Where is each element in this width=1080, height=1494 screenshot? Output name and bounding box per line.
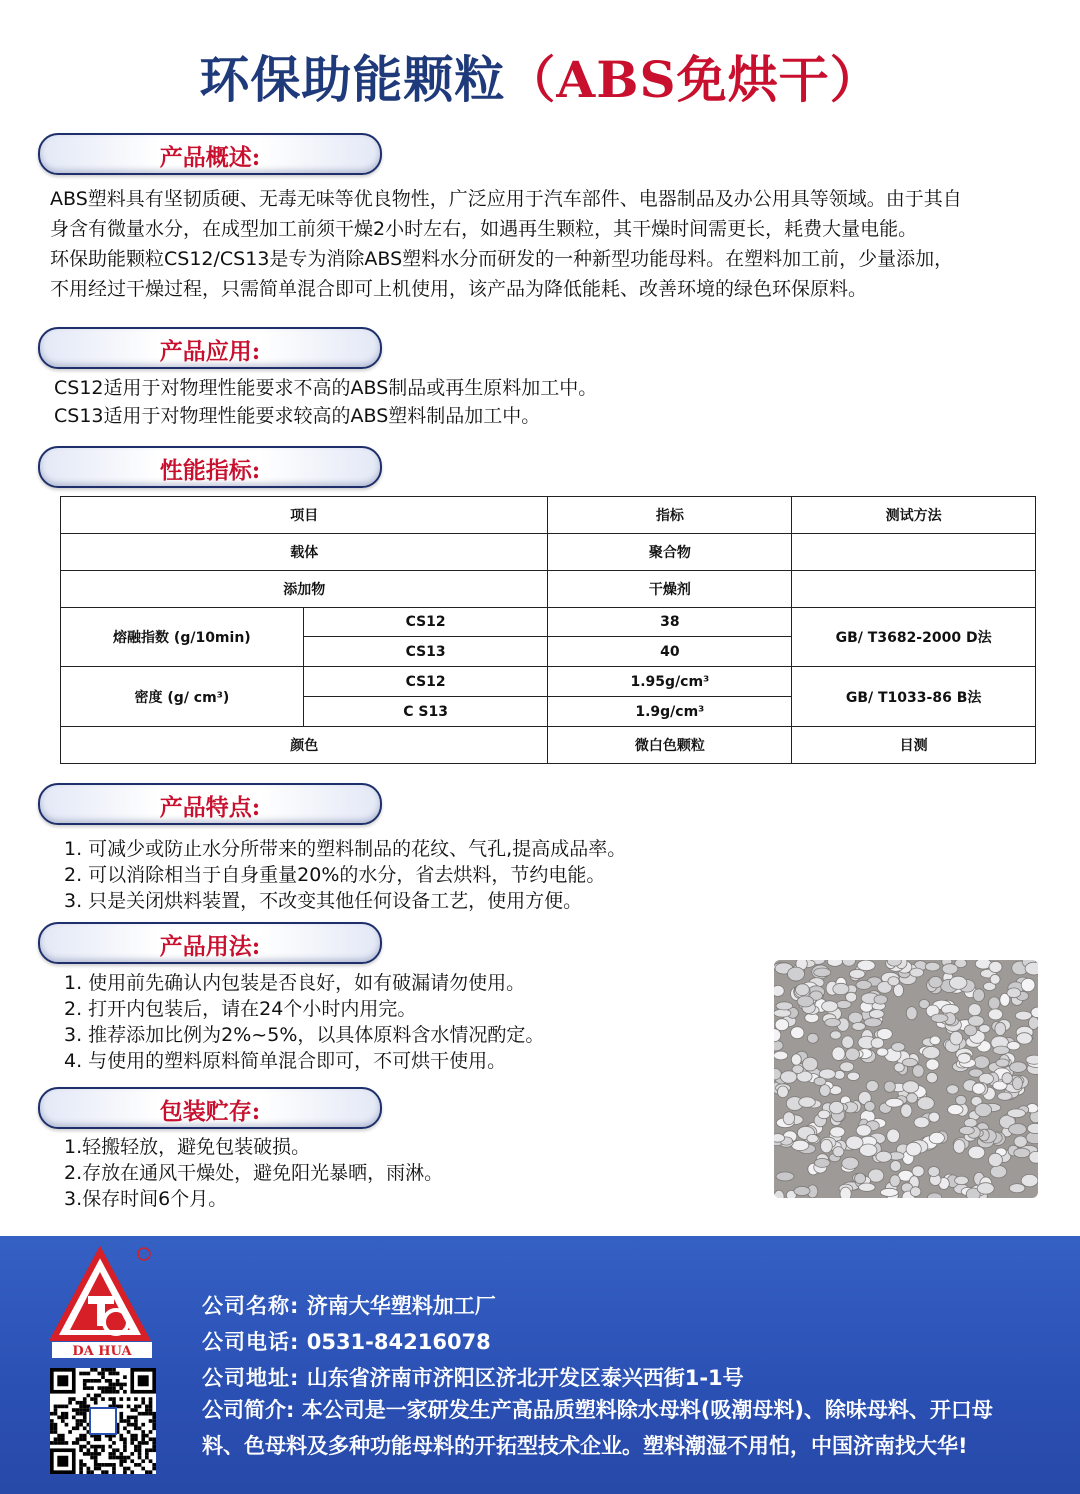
company-phone-row bbox=[202, 1326, 491, 1356]
granule bbox=[1014, 1148, 1030, 1158]
phone-value[interactable]: 0531-84216078 bbox=[306, 1330, 491, 1354]
granule bbox=[953, 1140, 965, 1154]
granule bbox=[927, 1072, 938, 1083]
granule bbox=[776, 1172, 794, 1181]
granule bbox=[788, 967, 805, 981]
mfi-label: 熔融指数 (g/10min) bbox=[61, 607, 304, 667]
granule bbox=[777, 1086, 788, 1098]
list-item: 1. 可减少或防止水分所带来的塑料制品的花纹、气孔,提高成品率。 bbox=[64, 838, 627, 860]
granule bbox=[775, 1019, 789, 1031]
granule bbox=[931, 1014, 948, 1023]
granule bbox=[840, 1187, 851, 1198]
granule bbox=[990, 974, 1000, 984]
granule bbox=[825, 1018, 841, 1026]
company-intro bbox=[202, 1392, 1052, 1464]
granule bbox=[912, 1166, 924, 1177]
granule bbox=[847, 1072, 859, 1080]
list-item: 1.轻搬轻放，避免包装破损。 bbox=[64, 1136, 311, 1158]
granule bbox=[979, 1025, 990, 1033]
header-index: 指标 bbox=[548, 497, 792, 534]
granules-image bbox=[774, 960, 1038, 1198]
granule bbox=[910, 1187, 921, 1197]
carrier-label: 载体 bbox=[61, 533, 548, 570]
qr-code-icon bbox=[50, 1368, 156, 1474]
section-heading-usage bbox=[38, 922, 382, 964]
table-row bbox=[61, 607, 1036, 637]
intro-line: 料、色母料及多种功能母料的开拓型技术企业。塑料潮湿不用怕，中国济南找大华! bbox=[202, 1434, 968, 1458]
dahua-logo bbox=[50, 1246, 154, 1360]
granule bbox=[1026, 1055, 1038, 1064]
granule bbox=[783, 1112, 794, 1125]
granule bbox=[774, 985, 784, 996]
spec-table bbox=[60, 496, 1036, 764]
product-granules-photo bbox=[774, 960, 1038, 1198]
granule bbox=[975, 1103, 992, 1116]
granule bbox=[1009, 1124, 1027, 1135]
granule bbox=[968, 1004, 981, 1016]
header-item: 项目 bbox=[61, 497, 548, 534]
heading-text: 性能指标: bbox=[159, 457, 261, 484]
granule bbox=[859, 1183, 876, 1191]
additive-label: 添加物 bbox=[61, 570, 548, 607]
features-list bbox=[64, 836, 626, 914]
granule bbox=[877, 1048, 888, 1056]
granule bbox=[950, 1031, 963, 1045]
granule bbox=[874, 995, 887, 1004]
granule bbox=[988, 1009, 1002, 1020]
logo-icon bbox=[50, 1246, 154, 1360]
granule bbox=[1017, 1033, 1033, 1044]
table-row bbox=[61, 667, 1036, 697]
application-text bbox=[54, 374, 1064, 430]
granule bbox=[887, 1129, 900, 1143]
heading-text: 产品应用: bbox=[159, 338, 261, 365]
title-main: 环保助能颗粒 bbox=[199, 50, 506, 109]
granule bbox=[906, 1142, 921, 1156]
overview-line: 不用经过干燥过程，只需简单混合即可上机使用，该产品为降低能耗、改善环境的绿色环保原料。 bbox=[50, 278, 868, 300]
list-item: 4. 与使用的塑料原料简单混合即可，不可烘干使用。 bbox=[64, 1050, 507, 1072]
granule bbox=[871, 1038, 884, 1049]
title-paren: （ABS免烘干） bbox=[505, 50, 881, 109]
granule bbox=[846, 1048, 860, 1061]
density-model: CS12 bbox=[303, 667, 548, 697]
granule bbox=[807, 1033, 818, 1043]
granule bbox=[910, 968, 924, 977]
address-value: 山东省济南市济阳区济北开发区泰兴西街1-1号 bbox=[306, 1366, 744, 1390]
granule bbox=[892, 1043, 905, 1052]
address-label: 公司地址: bbox=[202, 1366, 300, 1390]
granule bbox=[993, 1046, 1009, 1054]
overview-line: 环保助能颗粒CS12/CS13是专为消除ABS塑料水分而研发的一种新型功能母料。在塑料加工前，少量添加， bbox=[50, 248, 954, 270]
application-line: CS12适用于对物理性能要求不高的ABS制品或再生原料加工中。 bbox=[54, 377, 598, 399]
granule bbox=[794, 1186, 810, 1195]
granule bbox=[998, 1092, 1013, 1100]
granule bbox=[996, 1059, 1009, 1067]
granule bbox=[797, 996, 813, 1007]
granule bbox=[947, 1085, 959, 1094]
granule bbox=[776, 1002, 793, 1010]
granule bbox=[833, 983, 849, 994]
usage-list bbox=[64, 970, 544, 1074]
granule bbox=[989, 997, 1000, 1010]
granule bbox=[1002, 1073, 1012, 1084]
granule bbox=[820, 1085, 831, 1097]
granule bbox=[1010, 1062, 1027, 1073]
granule bbox=[848, 1012, 862, 1023]
carrier-value: 聚合物 bbox=[548, 533, 792, 570]
granule bbox=[958, 1053, 971, 1063]
granule bbox=[840, 1062, 854, 1072]
granule bbox=[774, 1190, 784, 1198]
granule bbox=[988, 1153, 1002, 1166]
granule bbox=[799, 1097, 816, 1107]
mfi-model: CS12 bbox=[303, 607, 548, 637]
granule bbox=[791, 1027, 804, 1039]
density-model: C S13 bbox=[303, 697, 548, 727]
company-value: 济南大华塑料加工厂 bbox=[306, 1294, 496, 1318]
granule bbox=[929, 1112, 940, 1122]
heading-text: 产品概述: bbox=[159, 144, 261, 171]
granule bbox=[842, 1157, 859, 1169]
granule bbox=[774, 1134, 785, 1143]
storage-list bbox=[64, 1134, 443, 1212]
granule bbox=[949, 976, 967, 989]
granule bbox=[1021, 978, 1035, 991]
granule bbox=[830, 1127, 845, 1137]
granule bbox=[928, 1193, 942, 1198]
granule bbox=[973, 989, 984, 1002]
granule bbox=[964, 1119, 977, 1128]
granule bbox=[930, 1036, 940, 1045]
granule bbox=[884, 1081, 895, 1092]
granule bbox=[1009, 1184, 1025, 1193]
table-row bbox=[61, 727, 1036, 764]
heading-text: 产品特点: bbox=[159, 794, 261, 821]
carrier-method bbox=[792, 533, 1036, 570]
granule bbox=[906, 1007, 917, 1020]
granule bbox=[995, 1022, 1006, 1035]
granule bbox=[803, 1057, 818, 1071]
granule bbox=[1015, 1011, 1031, 1020]
granule bbox=[890, 1175, 900, 1187]
company-name-row bbox=[202, 1290, 496, 1320]
company-address-row bbox=[202, 1362, 744, 1392]
granule bbox=[959, 1126, 974, 1134]
granule bbox=[856, 980, 871, 989]
granule bbox=[972, 1083, 985, 1094]
granule bbox=[814, 1158, 830, 1167]
granule bbox=[876, 1151, 892, 1162]
granule bbox=[781, 1071, 797, 1083]
granule bbox=[821, 1139, 833, 1152]
granule bbox=[913, 1065, 924, 1077]
granule bbox=[886, 1098, 904, 1107]
qr-code[interactable] bbox=[50, 1368, 156, 1474]
density-label: 密度 (g/ cm³) bbox=[61, 667, 304, 727]
granule bbox=[855, 1173, 866, 1184]
granule bbox=[836, 1001, 851, 1009]
granule bbox=[880, 1188, 898, 1196]
granule bbox=[860, 1144, 877, 1156]
granule bbox=[917, 1097, 934, 1110]
granule bbox=[842, 1036, 854, 1048]
granule bbox=[822, 1001, 838, 1012]
granule bbox=[948, 1105, 963, 1115]
granule bbox=[903, 1081, 919, 1093]
phone-label: 公司电话: bbox=[202, 1330, 300, 1354]
granule bbox=[928, 1167, 940, 1177]
section-heading-application bbox=[38, 327, 382, 369]
granule bbox=[929, 977, 942, 988]
granule bbox=[832, 1047, 845, 1061]
granule bbox=[974, 1056, 990, 1069]
granule bbox=[833, 1147, 844, 1157]
granule bbox=[923, 1047, 940, 1059]
overview-text bbox=[50, 184, 1060, 304]
granule bbox=[814, 968, 831, 977]
granule bbox=[791, 1054, 801, 1065]
density-value: 1.9g/cm³ bbox=[548, 697, 792, 727]
granule bbox=[1021, 1174, 1038, 1186]
list-item: 3.保存时间6个月。 bbox=[64, 1188, 228, 1210]
granule bbox=[1029, 1151, 1038, 1163]
granule bbox=[834, 1071, 845, 1080]
table-row bbox=[61, 533, 1036, 570]
granule bbox=[890, 1161, 901, 1172]
granule bbox=[865, 1101, 876, 1111]
heading-text: 包装贮存: bbox=[159, 1098, 261, 1125]
granule bbox=[888, 977, 899, 986]
granule bbox=[796, 984, 810, 996]
list-item: 3. 推荐添加比例为2%~5%，以具体原料含水情况酌定。 bbox=[64, 1024, 545, 1046]
granule bbox=[925, 962, 940, 971]
granule bbox=[1007, 988, 1021, 998]
granule bbox=[1013, 1077, 1023, 1090]
granule bbox=[968, 1016, 984, 1027]
page-title bbox=[0, 40, 1080, 112]
table-row bbox=[61, 497, 1036, 534]
list-item: 3. 只是关闭烘料装置，不改变其他任何设备工艺，使用方便。 bbox=[64, 890, 583, 912]
section-heading-storage bbox=[38, 1087, 382, 1129]
granule bbox=[1007, 1109, 1025, 1118]
granule bbox=[842, 960, 856, 966]
mfi-method: GB/ T3682-2000 D法 bbox=[792, 607, 1036, 667]
additive-value: 干燥剂 bbox=[548, 570, 792, 607]
intro-line: 本公司是一家研发生产高品质塑料除水母料(吸潮母料)、除味母料、开口母 bbox=[301, 1398, 993, 1422]
granule bbox=[929, 1132, 944, 1143]
heading-text: 产品用法: bbox=[159, 933, 261, 960]
granule bbox=[977, 1183, 994, 1194]
granule bbox=[814, 1077, 826, 1085]
list-item: 2. 可以消除相当于自身重量20%的水分，省去烘料，节约电能。 bbox=[64, 864, 606, 886]
application-line: CS13适用于对物理性能要求较高的ABS塑料制品加工中。 bbox=[54, 405, 541, 427]
granule bbox=[901, 1104, 912, 1117]
granule bbox=[907, 1093, 918, 1103]
section-heading-overview bbox=[38, 133, 382, 175]
granule bbox=[955, 1176, 969, 1185]
granule bbox=[827, 960, 842, 966]
granule bbox=[864, 1018, 882, 1027]
granule bbox=[856, 1125, 871, 1136]
mfi-model: CS13 bbox=[303, 637, 548, 667]
granule bbox=[989, 961, 1002, 972]
density-value: 1.95g/cm³ bbox=[548, 667, 792, 697]
granule bbox=[852, 1022, 865, 1030]
granule bbox=[914, 1117, 929, 1128]
company-label: 公司名称: bbox=[202, 1294, 300, 1318]
granule bbox=[990, 1165, 1006, 1178]
granule bbox=[1014, 1136, 1027, 1147]
overview-line: 身含有微量水分，在成型加工前须干燥2小时左右，如遇再生颗粒，其干燥时间需更长，耗费大量电能。 bbox=[50, 218, 918, 240]
granule bbox=[869, 1010, 884, 1019]
overview-line: ABS塑料具有坚韧质硬、无毒无味等优良物性，广泛应用于汽车部件、电器制品及办公用具等领域。由于其自 bbox=[50, 188, 962, 210]
granule bbox=[866, 1081, 878, 1092]
granule bbox=[968, 1146, 985, 1159]
color-method: 目测 bbox=[792, 727, 1036, 764]
density-method: GB/ T1033-86 B法 bbox=[792, 667, 1036, 727]
additive-method bbox=[792, 570, 1036, 607]
section-heading-specs bbox=[38, 446, 382, 488]
granule bbox=[830, 1031, 841, 1039]
intro-label: 公司简介: bbox=[202, 1398, 295, 1422]
color-value: 微白色颗粒 bbox=[548, 727, 792, 764]
granule bbox=[902, 1058, 917, 1066]
color-label: 颜色 bbox=[61, 727, 548, 764]
granule bbox=[1025, 962, 1038, 975]
granule bbox=[857, 960, 875, 971]
granule bbox=[926, 1059, 939, 1070]
logo-text: DA HUA bbox=[72, 1344, 132, 1359]
section-heading-features bbox=[38, 783, 382, 825]
mfi-value: 40 bbox=[548, 637, 792, 667]
granule bbox=[956, 1095, 967, 1105]
granule bbox=[829, 1101, 843, 1114]
granule bbox=[1027, 1123, 1038, 1133]
header-method: 测试方法 bbox=[792, 497, 1036, 534]
list-item: 2. 打开内包装后，请在24个小时内用完。 bbox=[64, 998, 417, 1020]
granule bbox=[774, 1051, 788, 1060]
granule bbox=[818, 1110, 830, 1119]
granule bbox=[942, 964, 958, 974]
list-item: 2.存放在通风干燥处，避免阳光暴晒，雨淋。 bbox=[64, 1162, 444, 1184]
granule bbox=[807, 1134, 819, 1142]
table-row bbox=[61, 570, 1036, 607]
list-item: 1. 使用前先确认内包装是否良好，如有破漏请勿使用。 bbox=[64, 972, 526, 994]
mfi-value: 38 bbox=[548, 607, 792, 637]
